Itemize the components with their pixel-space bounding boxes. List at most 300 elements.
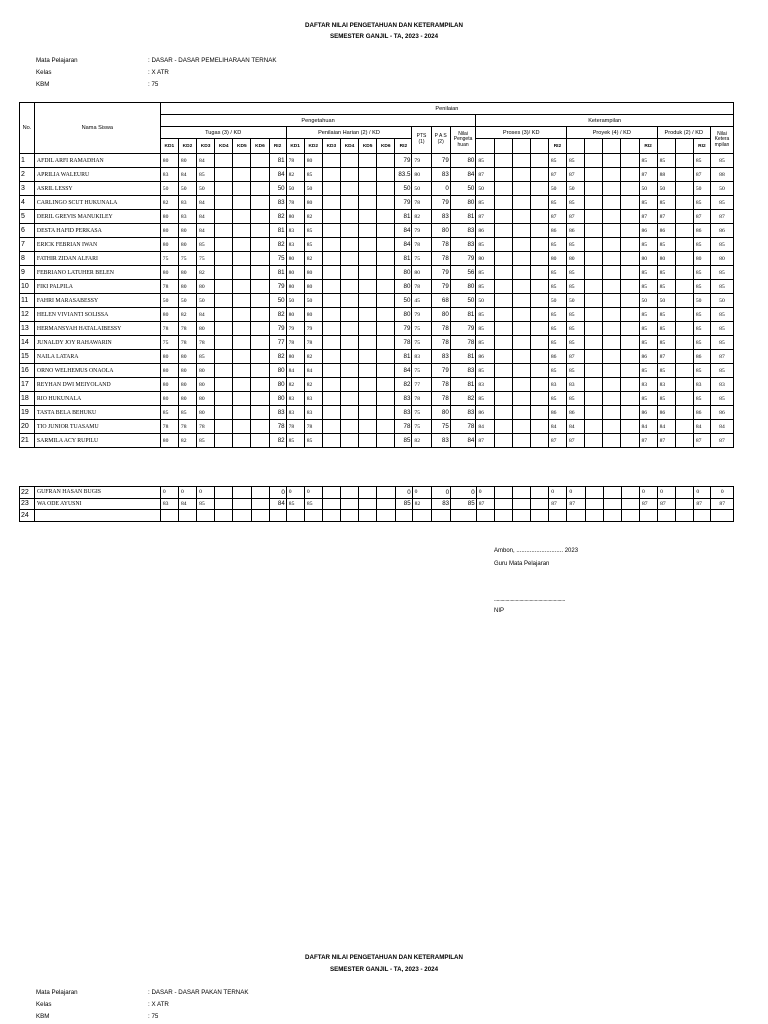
cell-empty	[530, 406, 548, 420]
cell-empty	[621, 350, 639, 364]
proyek-c2	[585, 139, 603, 154]
cell-empty	[322, 336, 340, 350]
proyek-c4	[621, 139, 639, 154]
cell-pas: 0	[431, 182, 450, 196]
cell-pts: 75	[412, 364, 431, 378]
proyek-ri2: RI2	[639, 139, 657, 154]
cell-d1: 83	[657, 378, 675, 392]
cell-yr: 86	[639, 350, 657, 364]
cell-y1: 87	[567, 498, 585, 510]
cell-d1: 87	[657, 350, 675, 364]
cell-empty	[585, 420, 603, 434]
cell-t2: 80	[178, 154, 196, 168]
cell-empty	[494, 350, 512, 364]
cell-empty	[359, 434, 377, 448]
cell-nk: 87	[710, 434, 733, 448]
cell-no: 12	[20, 308, 35, 322]
meta-kelas-value-2: : X ATR	[148, 1001, 169, 1008]
cell-empty	[322, 266, 340, 280]
cell-empty	[621, 196, 639, 210]
cell-name: HERMANSYAH HATALAIBESSY	[34, 322, 160, 336]
cell-y1: 87	[567, 168, 585, 182]
cell-empty	[530, 322, 548, 336]
cell-pr: 85	[548, 308, 566, 322]
table-row	[20, 392, 734, 406]
cell-pr: 0	[549, 487, 567, 499]
cell-empty	[621, 322, 639, 336]
cell-empty	[530, 434, 548, 448]
cell-pts: 79	[412, 308, 431, 322]
cell-h1: 83	[286, 238, 304, 252]
cell-t2: 50	[178, 182, 196, 196]
cell-empty	[233, 238, 251, 252]
cell-y1: 85	[567, 196, 585, 210]
cell-h1: 80	[286, 308, 304, 322]
harian-kd5: KD5	[359, 139, 377, 154]
cell-t1: 83	[160, 168, 178, 182]
cell-empty	[603, 210, 621, 224]
nilai-peng-l2: Pengeta	[453, 136, 473, 143]
pts-label: PTS	[416, 133, 427, 140]
cell-empty	[251, 420, 269, 434]
cell-t2: 83	[178, 210, 196, 224]
cell-name: GUFRAN HASAN BUGIS	[34, 487, 160, 499]
cell-empty	[359, 224, 377, 238]
meta-kelas-value: : X ATR	[148, 69, 169, 76]
cell-t2: 78	[178, 322, 196, 336]
cell-p1: 85	[476, 238, 494, 252]
cell-empty	[530, 420, 548, 434]
cell-dr: 87	[693, 168, 710, 182]
cell-np	[451, 510, 477, 522]
produk-c1	[657, 139, 675, 154]
cell-empty	[494, 294, 512, 308]
meta-kelas-label-2: Kelas	[36, 1001, 52, 1008]
cell-empty	[233, 266, 251, 280]
cell-empty	[251, 322, 269, 336]
cell-empty	[215, 294, 233, 308]
cell-empty	[233, 420, 251, 434]
cell-yr: 86	[639, 224, 657, 238]
cell-y1: 80	[567, 252, 585, 266]
meta-kbm-label-2: KBM	[36, 1013, 50, 1020]
proses-ri2: RI2	[548, 139, 566, 154]
cell-h1: 82	[286, 378, 304, 392]
cell-hr: 83	[395, 406, 412, 420]
cell-dr: 80	[693, 252, 710, 266]
cell-no: 21	[20, 434, 35, 448]
cell-no: 6	[20, 224, 35, 238]
table-row	[20, 196, 734, 210]
cell-empty	[676, 510, 694, 522]
cell-hr: 81	[395, 210, 412, 224]
tugas-kd4: KD4	[215, 139, 233, 154]
cell-empty	[233, 487, 251, 499]
cell-pts: 80	[412, 168, 431, 182]
cell-empty	[512, 392, 530, 406]
cell-pas: 78	[431, 336, 450, 350]
cell-pr: 86	[548, 224, 566, 238]
cell-t2: 80	[178, 350, 196, 364]
cell-empty	[251, 350, 269, 364]
cell-pr: 85	[548, 364, 566, 378]
cell-h2: 80	[304, 280, 322, 294]
cell-h1: 80	[286, 252, 304, 266]
cell-nk: 80	[710, 252, 733, 266]
cell-empty	[494, 196, 512, 210]
cell-empty	[340, 336, 358, 350]
cell-no: 4	[20, 196, 35, 210]
cell-empty	[233, 434, 251, 448]
cell-p1: 87	[476, 168, 494, 182]
nilai-ket-l3: mpilan	[714, 141, 730, 148]
harian-kd2: KD2	[304, 139, 322, 154]
cell-h1: 85	[286, 498, 304, 510]
cell-empty	[251, 280, 269, 294]
cell-empty	[215, 487, 233, 499]
cell-h1: 78	[286, 154, 304, 168]
cell-empty	[215, 238, 233, 252]
cell-t1: 85	[160, 406, 178, 420]
harian-kd1: KD1	[286, 139, 304, 154]
cell-d1	[658, 510, 676, 522]
cell-p1: 87	[476, 434, 494, 448]
cell-empty	[512, 224, 530, 238]
cell-empty	[322, 224, 340, 238]
cell-yr: 86	[639, 406, 657, 420]
cell-empty	[585, 238, 603, 252]
cell-pas: 79	[431, 266, 450, 280]
cell-empty	[340, 378, 358, 392]
cell-empty	[251, 168, 269, 182]
cell-yr	[639, 510, 657, 522]
cell-tr: 83	[269, 406, 286, 420]
table-row	[20, 280, 734, 294]
cell-empty	[675, 210, 693, 224]
cell-empty	[675, 308, 693, 322]
cell-tr: 84	[269, 498, 286, 510]
table-row	[20, 238, 734, 252]
cell-nk: 86	[710, 224, 733, 238]
cell-empty	[512, 378, 530, 392]
cell-empty	[675, 378, 693, 392]
cell-pts: 83	[412, 350, 431, 364]
cell-y1: 83	[567, 378, 585, 392]
cell-pr: 87	[548, 168, 566, 182]
cell-empty	[530, 168, 548, 182]
cell-y1: 50	[567, 182, 585, 196]
cell-empty	[340, 224, 358, 238]
cell-h1: 84	[286, 364, 304, 378]
cell-pas: 78	[431, 238, 450, 252]
cell-empty	[215, 224, 233, 238]
cell-empty	[377, 168, 395, 182]
cell-empty	[621, 168, 639, 182]
cell-d1: 87	[657, 210, 675, 224]
meta-kelas-label: Kelas	[36, 69, 52, 76]
cell-empty	[377, 238, 395, 252]
cell-name: ERICK FEBRIAN IWAN	[34, 238, 160, 252]
cell-pas: 0	[431, 487, 450, 499]
cell-empty	[340, 434, 358, 448]
cell-d1: 85	[657, 336, 675, 350]
cell-yr: 80	[639, 252, 657, 266]
cell-no: 18	[20, 392, 35, 406]
cell-d1: 0	[658, 487, 676, 499]
cell-empty	[359, 280, 377, 294]
cell-empty	[215, 210, 233, 224]
cell-empty	[322, 294, 340, 308]
cell-no: 9	[20, 266, 35, 280]
nilai-ket-l2: Ketera	[714, 136, 730, 143]
cell-tr: 84	[269, 168, 286, 182]
cell-t1: 50	[160, 294, 178, 308]
cell-no: 1	[20, 154, 35, 168]
cell-np: 78	[450, 420, 476, 434]
cell-empty	[603, 168, 621, 182]
cell-empty	[215, 392, 233, 406]
cell-np: 81	[450, 308, 476, 322]
cell-name: AFDIL ARFI RAMADHAN	[34, 154, 160, 168]
cell-empty	[377, 434, 395, 448]
cell-empty	[233, 294, 251, 308]
cell-empty	[585, 392, 603, 406]
cell-t3: 85	[197, 498, 215, 510]
cell-empty	[233, 498, 251, 510]
cell-empty	[377, 322, 395, 336]
cell-h1: 83	[286, 406, 304, 420]
nilai-ket-l1: Nilai	[717, 130, 727, 137]
cell-empty	[530, 154, 548, 168]
cell-name: FEBRIANO LATUHER BELEN	[34, 266, 160, 280]
cell-empty	[251, 487, 269, 499]
cell-empty	[603, 322, 621, 336]
cell-h1: 50	[286, 294, 304, 308]
cell-empty	[621, 406, 639, 420]
cell-empty	[494, 224, 512, 238]
cell-empty	[585, 498, 603, 510]
cell-yr: 85	[639, 196, 657, 210]
cell-np: 50	[450, 182, 476, 196]
proses-c1	[476, 139, 494, 154]
cell-t1: 80	[160, 210, 178, 224]
cell-hr: 84	[395, 224, 412, 238]
cell-empty	[377, 252, 395, 266]
table-row	[20, 350, 734, 364]
cell-pas: 78	[431, 322, 450, 336]
cell-empty	[512, 336, 530, 350]
cell-tr: 83	[269, 196, 286, 210]
cell-empty	[215, 336, 233, 350]
cell-t1: 80	[160, 434, 178, 448]
cell-tr: 79	[269, 322, 286, 336]
cell-t2: 82	[178, 434, 196, 448]
cell-h2: 85	[304, 498, 322, 510]
cell-pas: 83	[431, 210, 450, 224]
cell-hr: 81	[395, 350, 412, 364]
cell-no: 11	[20, 294, 35, 308]
cell-pr: 85	[548, 322, 566, 336]
cell-d1: 85	[657, 154, 675, 168]
cell-pts: 75	[412, 420, 431, 434]
cell-empty	[377, 392, 395, 406]
cell-empty	[494, 280, 512, 294]
cell-h1: 80	[286, 210, 304, 224]
cell-empty	[359, 364, 377, 378]
cell-d1: 86	[657, 406, 675, 420]
cell-empty	[603, 378, 621, 392]
cell-empty	[621, 238, 639, 252]
cell-no: 15	[20, 350, 35, 364]
cell-empty	[621, 280, 639, 294]
cell-nk: 83	[710, 378, 733, 392]
cell-empty	[340, 182, 358, 196]
cell-empty	[585, 280, 603, 294]
cell-empty	[340, 406, 358, 420]
cell-empty	[585, 350, 603, 364]
cell-t1: 78	[160, 280, 178, 294]
cell-tr: 80	[269, 392, 286, 406]
nilai-peng-l1: Nilai	[458, 130, 468, 137]
cell-empty	[585, 406, 603, 420]
cell-t3: 82	[197, 266, 215, 280]
cell-h2: 80	[304, 154, 322, 168]
cell-t3: 78	[197, 420, 215, 434]
cell-no: 19	[20, 406, 35, 420]
cell-empty	[494, 322, 512, 336]
cell-empty	[512, 294, 530, 308]
table-row	[20, 322, 734, 336]
cell-empty	[585, 378, 603, 392]
cell-nk: 88	[710, 168, 733, 182]
cell-empty	[359, 252, 377, 266]
cell-t1: 75	[160, 336, 178, 350]
cell-pr: 84	[548, 420, 566, 434]
cell-empty	[359, 154, 377, 168]
cell-empty	[233, 308, 251, 322]
cell-h2: 83	[304, 406, 322, 420]
cell-y1: 87	[567, 434, 585, 448]
cell-np: 50	[450, 294, 476, 308]
meta-mapel-label-2: Mata Pelajaran	[36, 989, 78, 996]
cell-empty	[215, 154, 233, 168]
cell-no: 22	[20, 487, 35, 499]
cell-h2: 50	[304, 182, 322, 196]
cell-pr: 85	[548, 336, 566, 350]
cell-empty	[494, 238, 512, 252]
cell-empty	[233, 322, 251, 336]
cell-h1: 83	[286, 224, 304, 238]
grade-table	[19, 102, 734, 448]
cell-name: NAILA LATARA	[34, 350, 160, 364]
cell-h1: 80	[286, 350, 304, 364]
cell-empty	[494, 154, 512, 168]
cell-empty	[322, 322, 340, 336]
meta-mapel-value-2: : DASAR - DASAR PAKAN TERNAK	[148, 989, 249, 996]
cell-pr: 86	[548, 406, 566, 420]
cell-empty	[512, 364, 530, 378]
cell-dr: 85	[693, 308, 710, 322]
cell-dr: 50	[693, 182, 710, 196]
cell-hr: 80	[395, 266, 412, 280]
cell-dr: 87	[693, 434, 710, 448]
cell-empty	[621, 392, 639, 406]
cell-h1: 82	[286, 168, 304, 182]
cell-t2: 85	[178, 406, 196, 420]
table-row	[20, 434, 734, 448]
cell-name: FAHRI MARASABESSY	[34, 294, 160, 308]
cell-pts: 50	[412, 182, 431, 196]
cell-pr: 80	[548, 252, 566, 266]
cell-empty	[322, 154, 340, 168]
cell-empty	[359, 294, 377, 308]
cell-empty	[322, 168, 340, 182]
cell-empty	[340, 308, 358, 322]
cell-p1: 85	[476, 154, 494, 168]
cell-pts: 78	[412, 280, 431, 294]
cell-name: TIO JUNIOR TUASAMU	[34, 420, 160, 434]
cell-empty	[377, 336, 395, 350]
cell-h2: 82	[304, 252, 322, 266]
cell-empty	[251, 238, 269, 252]
cell-empty	[215, 420, 233, 434]
cell-empty	[494, 266, 512, 280]
cell-empty	[530, 196, 548, 210]
cell-empty	[340, 420, 358, 434]
cell-empty	[494, 168, 512, 182]
cell-dr: 50	[693, 294, 710, 308]
cell-np: 85	[451, 498, 477, 510]
cell-empty	[251, 266, 269, 280]
cell-no: 14	[20, 336, 35, 350]
cell-pts: 75	[412, 406, 431, 420]
cell-pas: 83	[431, 168, 450, 182]
cell-empty	[621, 210, 639, 224]
cell-t3: 78	[197, 336, 215, 350]
cell-t1: 80	[160, 364, 178, 378]
cell-empty	[531, 498, 549, 510]
cell-np: 79	[450, 322, 476, 336]
cell-yr: 87	[639, 168, 657, 182]
cell-tr: 81	[269, 266, 286, 280]
cell-empty	[603, 252, 621, 266]
table-row	[20, 498, 734, 510]
cell-dr: 87	[694, 498, 711, 510]
cell-empty	[322, 182, 340, 196]
cell-empty	[359, 308, 377, 322]
nilai-peng-l3: huan	[457, 141, 469, 148]
col-no-header: No.	[20, 103, 35, 154]
cell-pas: 80	[431, 308, 450, 322]
document-title-2: DAFTAR NILAI PENGETAHUAN DAN KETERAMPILAN	[305, 954, 463, 961]
cell-empty	[603, 280, 621, 294]
cell-empty	[512, 182, 530, 196]
cell-empty	[603, 154, 621, 168]
cell-yr: 50	[639, 294, 657, 308]
cell-yr: 85	[639, 238, 657, 252]
cell-y1: 85	[567, 364, 585, 378]
cell-name: WA ODE AYUSNI	[34, 498, 160, 510]
cell-hr	[395, 510, 412, 522]
cell-empty	[675, 322, 693, 336]
cell-pas: 79	[431, 196, 450, 210]
cell-empty	[233, 252, 251, 266]
cell-name: SARMILA ACY RUPILU	[34, 434, 160, 448]
cell-empty	[359, 510, 377, 522]
cell-empty	[215, 252, 233, 266]
pts-sub: (1)	[418, 139, 425, 145]
cell-pas	[431, 510, 450, 522]
